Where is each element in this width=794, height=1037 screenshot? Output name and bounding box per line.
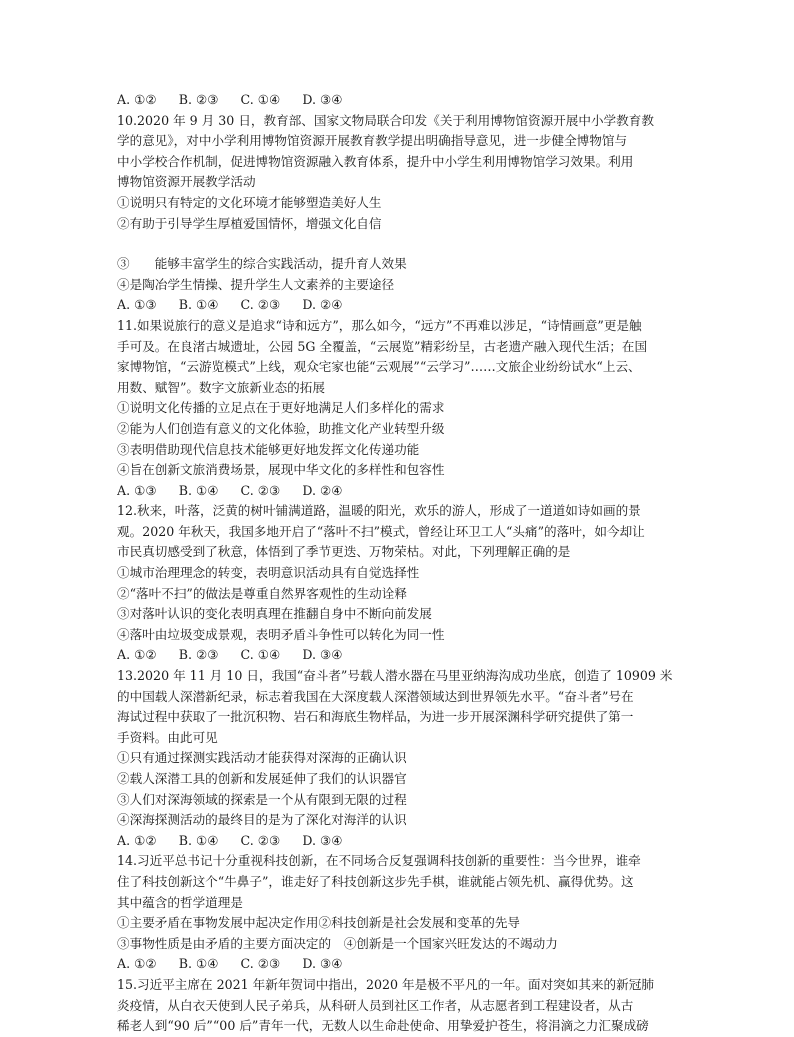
text-line: ③对落叶认识的变化表明真理在推翻自身中不断向前发展 [117,606,432,622]
text-line: ①说明文化传播的立足点在于更好地满足人们多样化的需求 [117,400,445,416]
text-line: 市民真切感受到了秋意，体悟到了季节更迭、万物荣枯。对此，下列理解正确的是 [117,544,571,560]
answer-option: D. ③④ [302,832,343,848]
text-line: 用数、赋智”。数字文旅新业态的拓展 [117,379,325,395]
text-line: ②有助于引导学生厚植爱国情怀，增强文化自信 [117,215,382,231]
text-line: 手资料。由此可见 [117,729,218,745]
text-line: 住了科技创新这个“牛鼻子”，谁走好了科技创新这步先手棋，谁就能占领先机、赢得优势。这 [117,873,634,889]
text-line: 博物馆资源开展教学活动 [117,174,256,190]
answer-option: A. ①③ [117,297,157,313]
text-line: ②“落叶不扫”的做法是尊重自然界客观性的生动诠释 [117,585,407,601]
answer-option: D. ②④ [302,482,343,498]
answer-option: B. ①④ [178,482,219,498]
text-line: 的中国载人深潜新纪录，标志着我国在大深度载人深潜领域达到世界领先水平。“奋斗者”号在 [117,688,634,704]
text-line: 稀老人到“90 后”“00 后”青年一代，无数人以生命赴使命、用挚爱护苍生，将涓滴之力汇聚成磅 [117,1018,649,1034]
answer-option: C. ①④ [240,647,281,663]
text-line: ③人们对深海领域的探索是一个从有限到无限的过程 [117,791,407,807]
answer-option: D. ③④ [302,92,343,107]
text-line: ①只有通过探测实践活动才能获得对深海的正确认识 [117,750,407,766]
text-line: 15.习近平主席在 2021 年新年贺词中指出，2020 年是极不平凡的一年。面对突如其来的新冠肺 [117,976,654,992]
text-line: ③事物性质是由矛盾的主要方面决定的 ④创新是一个国家兴旺发达的不竭动力 [117,935,558,951]
text-line: 中小学校合作机制，促进博物馆资源融入教育体系，提升中小学生利用博物馆学习效果。利用 [117,153,634,169]
text-line: ③表明借助现代信息技术能够更好地发挥文化传递功能 [117,441,420,457]
text-line: ④深海探测活动的最终目的是为了深化对海洋的认识 [117,812,407,828]
answer-option: C. ①④ [240,92,281,107]
text-line: ①说明只有特定的文化环境才能够塑造美好人生 [117,194,382,210]
answer-options [117,90,683,111]
answer-option: D. ③④ [302,956,343,972]
text-line: ①主要矛盾在事物发展中起决定作用②科技创新是社会发展和变革的先导 [117,915,520,931]
answer-option: C. ②③ [240,832,281,848]
text-line: 11.如果说旅行的意义是追求“诗和远方”，那么如今，“远方”不再难以涉足，“诗情画意”更是触 [117,317,642,333]
text-line: ④是陶冶学生情操、提升学生人文素养的主要途径 [117,276,395,292]
answer-option: B. ①④ [178,832,219,848]
answer-option: B. ①④ [178,297,219,313]
text-line: 12.秋来，叶落，泛黄的树叶铺满道路，温暖的阳光，欢乐的游人，形成了一道道如诗如画的景 [117,503,641,519]
text-line: 14.习近平总书记十分重视科技创新，在不同场合反复强调科技创新的重要性：当今世界，谁牵 [117,853,641,869]
text-line: ①城市治理理念的转变，表明意识活动具有自觉选择性 [117,565,420,581]
text-line: ③ 能够丰富学生的综合实践活动，提升育人效果 [117,256,407,272]
answer-option: C. ②③ [240,482,281,498]
answer-options [117,295,683,316]
text-line: 学的意见》，对中小学利用博物馆资源开展教育教学提出明确指导意见，进一步健全博物馆与 [117,133,628,149]
text-line: 观。2020 年秋天，我国多地开启了“落叶不扫”模式，曾经让环卫工人“头痛”的落叶，如今却让 [117,523,645,539]
answer-option: D. ②④ [302,297,343,313]
answer-option: A. ①② [117,832,157,848]
answer-option: A. ①③ [117,482,157,498]
text-line: 13.2020 年 11 月 10 日，我国“奋斗者”号载人潜水器在马里亚纳海沟成功坐底，创造了 10909 米 [117,668,673,684]
text-line: ④旨在创新文旅消费场景，展现中华文化的多样性和包容性 [117,462,445,478]
answer-option: A. ①② [117,92,157,107]
text-line: 10.2020 年 9 月 30 日，教育部、国家文物局联合印发《关于利用博物馆资源开展中小学教育教 [117,112,654,128]
text-line: 海试过程中获取了一批沉积物、岩石和海底生物样品，为进一步开展深渊科学研究提供了第一 [117,709,634,725]
answer-option: A. ①② [117,956,157,972]
answer-options [117,954,683,975]
answer-option: B. ②③ [178,92,219,107]
text-line: ④落叶由垃圾变成景观，表明矛盾斗争性可以转化为同一性 [117,626,445,642]
answer-options [117,645,683,666]
answer-option: A. ①② [117,647,157,663]
answer-options [117,481,683,502]
text-line: 炎疫情，从白衣天使到人民子弟兵，从科研人员到社区工作者，从志愿者到工程建设者，从古 [117,997,634,1013]
answer-option: B. ①④ [178,956,219,972]
answer-options [117,831,683,852]
text-line: ②能为人们创造有意义的文化体验，助推文化产业转型升级 [117,420,445,436]
text-line: 手可及。在良渚古城遗址，公园 5G 全覆盖，“云展览”精彩纷呈，古老遗产融入现代生活；在国 [117,338,648,354]
text-line: ②载人深潜工具的创新和发展延伸了我们的认识器官 [117,771,407,786]
answer-option: D. ③④ [302,647,343,663]
answer-option: C. ②③ [240,956,281,972]
answer-option: B. ②③ [178,647,219,663]
question-text-block [117,90,683,1037]
blank-line [117,234,683,254]
text-line: 家博物馆，“云游览模式”上线，观众宅家也能“云观展”“云学习”……文旅企业纷纷试水“上云、 [117,359,641,375]
answer-option: C. ②③ [240,297,281,313]
text-line: 其中蕴含的哲学道理是 [117,894,243,910]
